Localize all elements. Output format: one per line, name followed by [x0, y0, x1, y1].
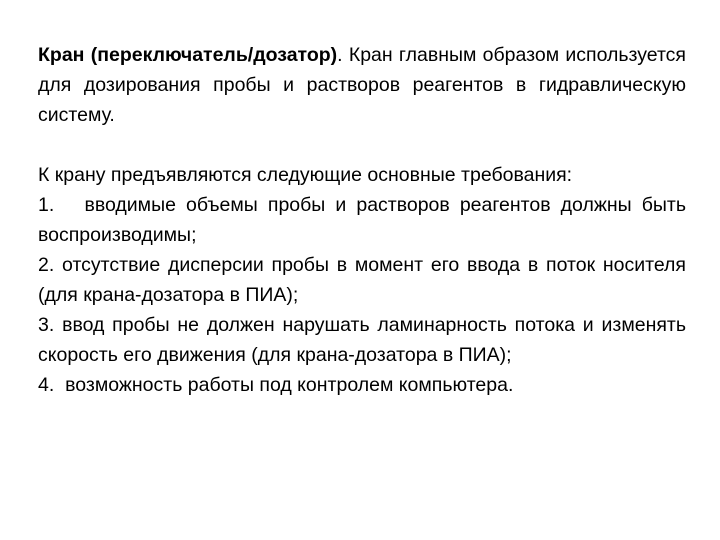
requirements-heading: К крану предъявляются следующие основные требования:: [38, 164, 573, 186]
list-item: [38, 310, 686, 370]
slide-content: [38, 40, 686, 400]
list-item-number: 3.: [38, 314, 55, 336]
list-item-text: возможность работы под контролем компьютера.: [65, 374, 514, 396]
list-item-number: 2.: [38, 254, 55, 276]
list-item: [38, 370, 686, 400]
intro-term: Кран (переключатель/дозатор): [38, 44, 338, 66]
list-item: [38, 250, 686, 310]
list-item-text: вводимые объемы пробы и растворов реагентов должны быть воспроизводимы;: [38, 194, 686, 246]
requirements-list: [38, 190, 686, 400]
list-item-number: 1.: [38, 194, 55, 216]
list-item-number: 4.: [38, 374, 55, 396]
list-item: [38, 190, 686, 250]
intro-paragraph: [38, 40, 686, 130]
intro-text: . Кран главным образом используется для дозирования пробы и растворов реагентов в гидравлическую систему.: [38, 44, 686, 126]
list-item-text: отсутствие дисперсии пробы в момент его ввода в поток носителя (для крана-дозатора в ПИА);: [38, 254, 686, 306]
list-item-text: ввод пробы не должен нарушать ламинарность потока и изменять скорость его движения (для крана-дозатора в ПИА);: [38, 314, 686, 366]
